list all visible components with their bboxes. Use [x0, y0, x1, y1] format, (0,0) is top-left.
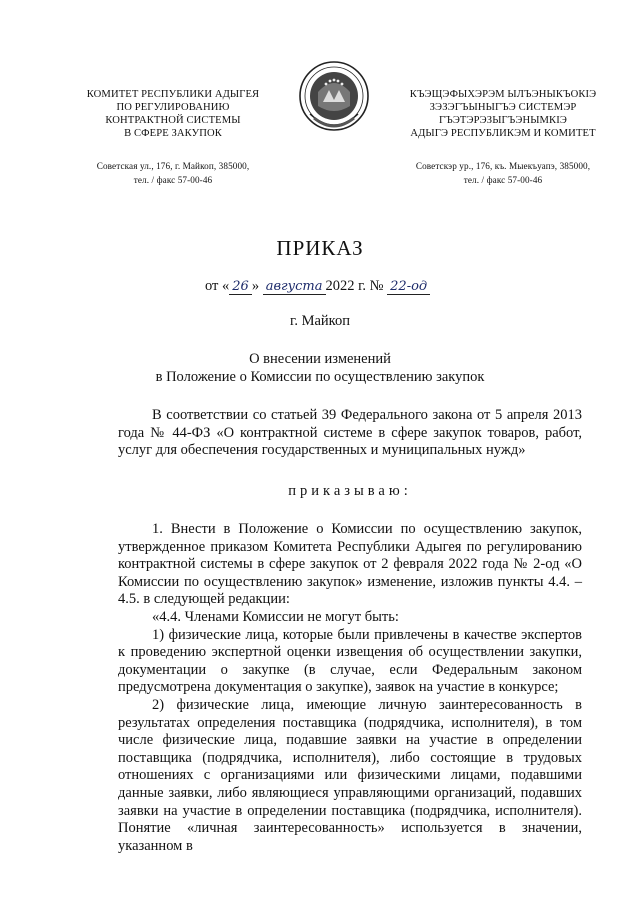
header-right-line: ЗЭЗЭГЪЫНЫГЪЭ СИСТЕМЭР	[429, 102, 577, 113]
header-right-address: Советскэр ур., 176, къ. Мыекъуапэ, 385000,	[415, 161, 591, 171]
paragraph-text: В соответствии со статьей 39 Федерального закона от 5 апреля 2013 года № 44-ФЗ «О контрактной системе в сфере закупок товаров, работ, услуг для обеспечения государственных и муниципальных нужд»	[118, 407, 582, 459]
header-right-line: ГЪЭТЭРЭЗЫГЪЭНЫМКIЭ	[439, 115, 567, 126]
header-left-line: В СФЕРЕ ЗАКУПОК	[124, 128, 222, 139]
date-prefix: от «	[205, 278, 230, 294]
date-day-handwritten: 26	[229, 279, 252, 295]
header-left-line: КОМИТЕТ РЕСПУБЛИКИ АДЫГЕЯ	[86, 89, 260, 100]
header-left-line: КОНТРАКТНОЙ СИСТЕМЫ	[105, 115, 241, 126]
header-right-line: АДЫГЭ РЕСПУБЛИКЭМ И КОМИТЕТ	[410, 128, 596, 139]
order-subject	[0, 350, 640, 386]
order-word: приказываю:	[288, 483, 412, 499]
date-year: 2022 г. №	[325, 278, 384, 294]
subject-line: О внесении изменений	[249, 351, 391, 367]
paragraph-text: 1. Внести в Положение о Комиссии по осуществлению закупок, утвержденное приказом Комитета Республики Адыгея по регулированию контрактной системы в сфере закупок от 2 февраля 2022 года № 2-од «О Комиссии по осуществлению закупок» изменение, изложив пункты 4.4. – 4.5. в следующей редакции:	[118, 521, 582, 608]
paragraph-text: «4.4. Членами Комиссии не могут быть:	[152, 608, 399, 625]
header-right-phone: тел. / факс 57-00-46	[463, 175, 543, 185]
header-left-block	[68, 88, 278, 187]
subject-line: в Положение о Комиссии по осуществлению закупок	[155, 369, 485, 385]
header-left-line: ПО РЕГУЛИРОВАНИЮ	[116, 102, 230, 113]
preamble-paragraph	[118, 407, 582, 460]
city-line: г. Майкоп	[290, 313, 350, 329]
header-right-line: КЪЭЩЭФЫХЭРЭМ ЫЛЪЭНЫКЪОКIЭ	[409, 89, 597, 100]
document-title: ПРИКАЗ	[276, 236, 364, 260]
main-body	[118, 521, 582, 855]
order-number-handwritten: 22-од	[387, 279, 430, 295]
paragraph-text: 2) физические лица, имеющие личную заинтересованность в результатах определения поставщика (подрядчика, исполнителя), в том числе физические лица, подавшие заявки на участие в определении поставщика (подрядчика, исполнителя), либо состоящие в трудовых отношениях с организациями или физическими лицами, подавшими данные заявки, либо являющиеся управляющими организаций, подавших заявки на участие в определении поставщика (подрядчика, исполнителя). Понятие «личная заинтересованность» используется в значении, указанном в	[118, 696, 582, 854]
header-right-block	[388, 88, 618, 187]
date-month-handwritten: августа	[263, 279, 326, 295]
date-mid: »	[251, 278, 263, 294]
paragraph-text: 1) физические лица, которые были привлечены в качестве экспертов к проведению экспертной оценки извещения об осуществлении закупки, документации о закупке (в случае, если Федеральным законом предусмотрена документация о закупке), заявок на участие в конкурсе;	[118, 626, 582, 696]
adygea-emblem-icon	[296, 56, 372, 138]
header-left-address: Советская ул., 176, г. Майкоп, 385000,	[96, 161, 250, 171]
header-left-phone: тел. / факс 57-00-46	[133, 175, 213, 185]
order-dateline	[205, 278, 430, 295]
